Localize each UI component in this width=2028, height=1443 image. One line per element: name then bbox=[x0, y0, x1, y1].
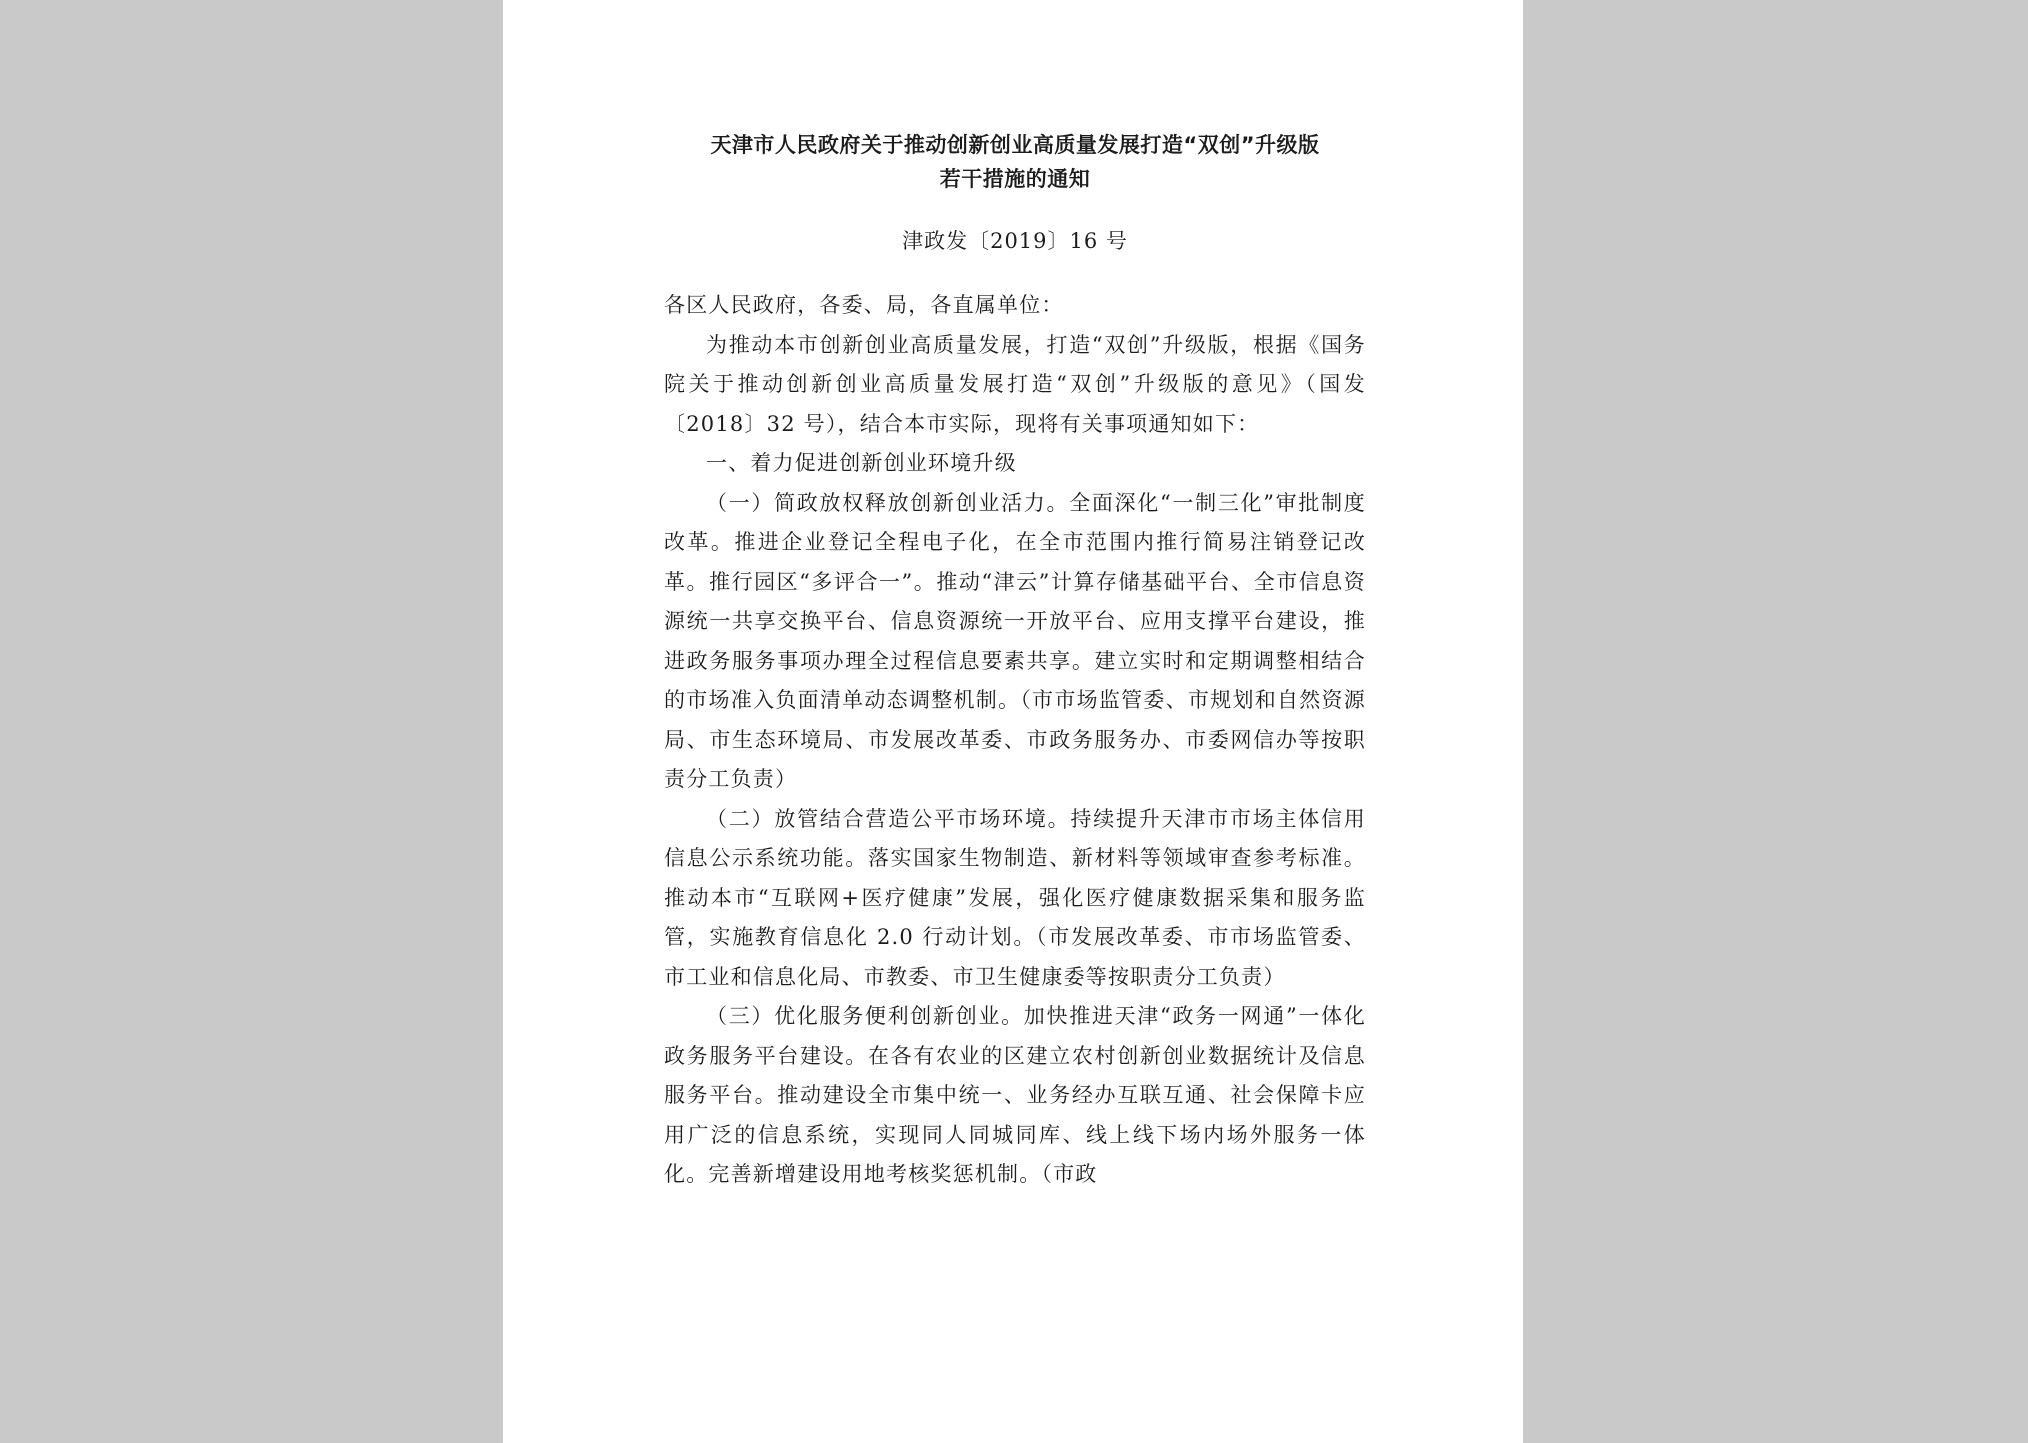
title-line-1: 天津市人民政府关于推动创新创业高质量发展打造“双创”升级版 bbox=[710, 133, 1320, 157]
intro-paragraph: 为推动本市创新创业高质量发展，打造“双创”升级版，根据《国务院关于推动创新创业高质量发展打造“双创”升级版的意见》（国发〔2018〕32 号），结合本市实际，现将有关事项通知如下： bbox=[664, 332, 1366, 436]
title-line-2: 若干措施的通知 bbox=[939, 167, 1091, 191]
paragraph-item-1: （一）简政放权释放创新创业活力。全面深化“一制三化”审批制度改革。推进企业登记全程电子化，在全市范围内推行简易注销登记改革。推行园区“多评合一”。推动“津云”计算存储基础平台、全市信息资源统一共享交换平台、信息资源统一开放平台、应用支撑平台建设，推进政务服务事项办理全过程信息要素共享。建立实时和定期调整相结合的市场准入负面清单动态调整机制。（市市场监管委、市规划和自然资源局、市生态环境局、市发展改革委、市政务服务办、市委网信办等按职责分工负责） bbox=[664, 490, 1366, 791]
document-page bbox=[503, 0, 1523, 1443]
section-heading: 一、着力促进创新创业环境升级 bbox=[706, 451, 1017, 475]
paragraph-item-2: （二）放管结合营造公平市场环境。持续提升天津市市场主体信用信息公示系统功能。落实国家生物制造、新材料等领域审查参考标准。推动本市“互联网+医疗健康”发展，强化医疗健康数据采集和服务监管，实施教育信息化 2.0 行动计划。（市发展改革委、市市场监管委、市工业和信息化局、市教委、市卫生健康委等按职责分工负责） bbox=[664, 806, 1366, 989]
paragraph-item-3: （三）优化服务便利创新创业。加快推进天津“政务一网通”一体化政务服务平台建设。在各有农业的区建立农村创新创业数据统计及信息服务平台。推动建设全市集中统一、业务经办互联互通、社会保障卡应用广泛的信息系统，实现同人同城同库、线上线下场内场外服务一体化。完善新增建设用地考核奖惩机制。（市政 bbox=[664, 1004, 1366, 1186]
salutation: 各区人民政府，各委、局，各直属单位： bbox=[664, 293, 1064, 317]
document-number: 津政发〔2019〕16 号 bbox=[902, 229, 1128, 253]
document-title bbox=[664, 128, 1366, 196]
document-content bbox=[664, 128, 1366, 1195]
document-body bbox=[664, 286, 1366, 1195]
